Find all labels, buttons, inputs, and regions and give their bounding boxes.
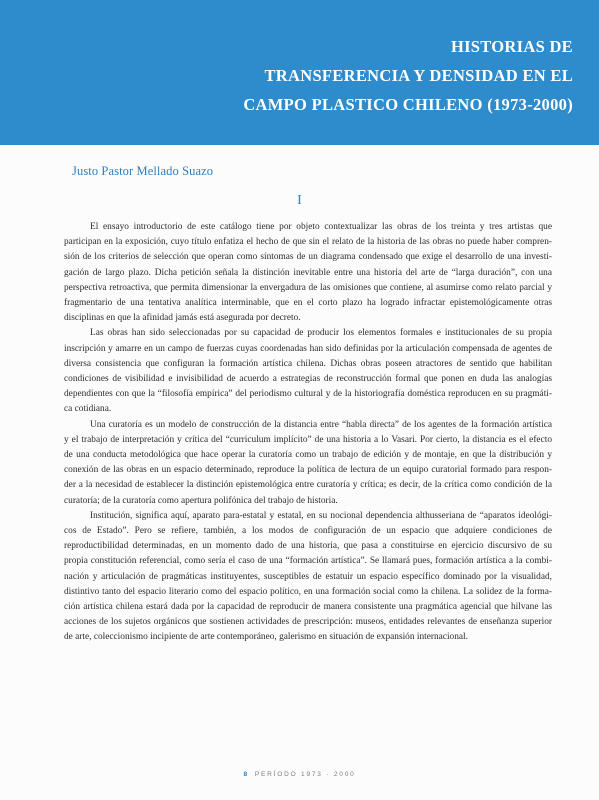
paragraph (64, 509, 552, 646)
text-line: propia constitución referencial, como sería el caso de una “formación artística”. Se llamará pues, formación artística a la combi- (64, 556, 552, 567)
paragraph (64, 326, 552, 417)
text-line: y el trabajo de interpretación y crítica del “curriculum implícito” de una historia a lo Vasari. Por cierto, la distancia es el efecto (64, 434, 552, 445)
page-number: 8 (243, 771, 249, 778)
article-title (243, 32, 573, 119)
text-line: de arte, coleccionismo incipiente de arte contemporáneo, galerismo en situación de expansión internacional. (64, 632, 468, 643)
title-line: TRANSFERENCIA Y DENSIDAD EN EL (264, 66, 573, 85)
text-line: fragmentario de una tentativa analítica interminable, que en el corto plazo ha logrado infractar epistemológicamente otras (64, 298, 552, 309)
text-line: de una conducta metodológica que hace operar la curatoría como un trabajo de edición y de montaje, en que la distribución y (64, 450, 552, 461)
page-footer (0, 771, 599, 778)
text-line: sión de los criterios de selección que operan como síntomas de un diagrama condensado que exige el desarrollo de una investi- (64, 252, 552, 263)
text-line: disciplinas en que la afinidad jamás está asegurada por decreto. (64, 313, 301, 324)
title-line: CAMPO PLASTICO CHILENO (1973-2000) (243, 95, 573, 114)
text-line: reproductibilidad determinadas, en un momento dado de una historia, que pasa a constituirse en ejercicio discursivo de su (64, 541, 552, 552)
text-line: distintivo tanto del espacio literario como del espacio político, en una formación social como la chilena. La solidez de la forma- (64, 586, 552, 597)
text-line: nación y articulación de pragmáticas instituyentes, susceptibles de estatuir un espacio específico dominado por la visualidad, (64, 571, 552, 582)
title-banner (0, 0, 599, 145)
running-title: PERÍODO 1973 · 2000 (254, 771, 356, 778)
text-line: Las obras han sido seleccionadas por su capacidad de producir los elementos formales e institucionales de su propia (90, 328, 552, 339)
text-line: inscripción y amarre en un campo de fuerzas cuyas coordenadas han sido definidas por la articulación compensada de agentes de (64, 343, 552, 354)
article-body (64, 220, 552, 646)
text-line: dependientes con que la “filosofía empírica” del periodismo cultural y de la historiografía doméstica reproducen en su pragmáti- (64, 389, 552, 400)
text-line: Institución, significa aquí, aparato para-estatal y estatal, en su nocional dependencia althusseriana de “aparatos ideológi- (90, 510, 552, 521)
text-line: participan en la exposición, cuyo título enfatiza el hecho de que sin el relato de la historia de las obras no puede haber compren- (64, 237, 552, 248)
text-line: condiciones de visibilidad e invisibilidad de acuerdo a estrategias de reconstrucción formal que ponen en duda las analogías (64, 374, 552, 385)
section-number: I (297, 193, 302, 208)
text-line: cos de Estado”. Pero se refiere, también, a los modos de configuración de un espacio que adquiere condiciones de (64, 526, 552, 537)
text-line: diversa consistencia que configuran la formación artística chilena. Dichas obras poseen atractores de sentido que habilitan (64, 358, 552, 369)
paragraph (64, 418, 552, 509)
text-line: ca cotidiana. (64, 404, 112, 415)
text-line: acciones de los sujetos orgánicos que sostienen actividades de prescripción: museos, entidades relevantes de enseñanza superior (64, 617, 552, 628)
text-line: conexión de las obras en un espacio determinado, reproduce la política de lectura de un equipo curatorial formado para respon- (64, 465, 552, 476)
text-line: curatoría; de la curatoría como apertura polifónica del trabajo de historia. (64, 495, 338, 506)
text-line: El ensayo introductorio de este catálogo tiene por objeto contextualizar las obras de los treinta y tres artistas que (90, 222, 552, 232)
text-line: ción artística chilena estará dada por la capacidad de reproducir de manera consistente una pragmática agencial que hilvane las (64, 602, 552, 613)
text-line: perspectiva retroactiva, que permita dimensionar la envergadura de las omisiones que contiene, al asumirse como relato parcial y (64, 282, 552, 293)
author-name: Justo Pastor Mellado Suazo (72, 164, 214, 178)
text-line: gación de largo plazo. Dicha petición señala la distinción inevitable entre una historia del arte de “larga duración”, con una (64, 267, 552, 278)
title-line: HISTORIAS DE (450, 37, 573, 56)
paragraph (64, 220, 552, 326)
text-line: der a la necesidad de establecer la distinción epistemológica entre curatoría y crítica; es decir, de la crítica como condición de la (64, 480, 552, 491)
text-line: Una curatoría es un modelo de construcción de la distancia entre “habla directa” de los agentes de la formación artística (90, 419, 552, 430)
